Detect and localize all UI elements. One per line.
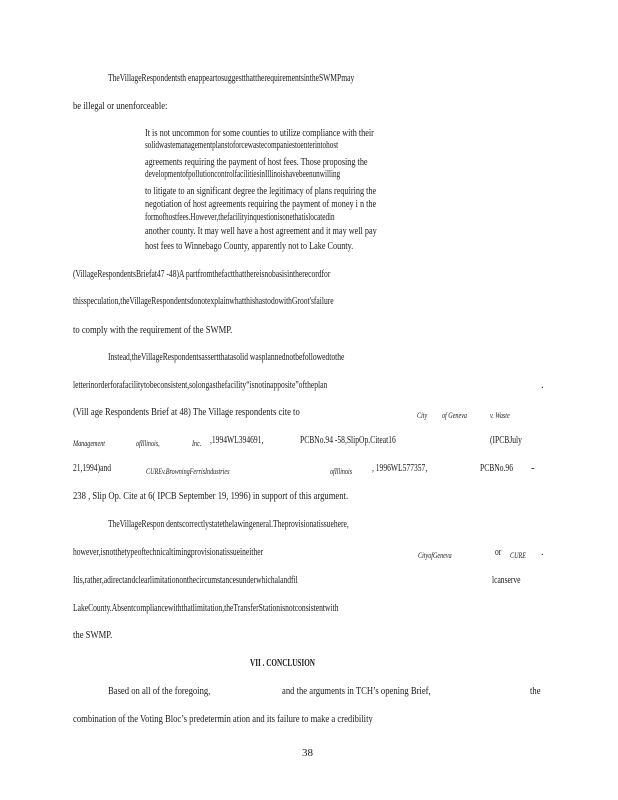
paragraph-4-line-1: Based on all of the foregoing, (108, 686, 211, 697)
paragraph-4-line-2: combination of the Voting Bloc’s predetermin ation and its failure to make a credibility (73, 714, 373, 725)
paragraph-3-line-4: LakeCounty.Absentcompliancewiththatlimitation,theTransferStationisnotconsistentwith (73, 603, 339, 614)
case-name: CityofGeneva (418, 550, 452, 560)
section-heading: VII . CONCLUSION (250, 658, 316, 669)
quote-line: It is not uncommon for some counties to utilize compliance with their (145, 128, 374, 139)
paragraph-3-line-1: TheVillageRespon dentscorrectlystatethelawingeneral.Theprovisionatissuehere, (108, 519, 349, 530)
citation: PCBNo.94 -58,SlipOp.Citeat16 (300, 435, 396, 446)
citation: (IPCBJuly (490, 435, 522, 446)
case-name: Management (73, 438, 105, 448)
quote-line: host fees to Winnebago County, apparently not to Lake County. (145, 241, 354, 252)
paragraph-2-line-1: Instead,theVillageRespondentsassertthatasolid wasplannednotbefollowedtothe (108, 352, 345, 363)
paragraph-2-line-2-end: . (541, 380, 544, 391)
citation: , 1996WL577357, (372, 463, 428, 474)
paragraph-1-line-1: TheVillageRespondentsth enappeartosuggestthattherequirementsintheSWMPmay (108, 73, 355, 84)
quote-line: agreements requiring the payment of host fees. Those proposing the (145, 157, 368, 168)
citation: 21,1994)and (73, 463, 112, 474)
paragraph-3-text: . (541, 547, 544, 558)
case-name: CUREv.BrowningFerrisIndustries (146, 466, 230, 476)
paragraph-3-line-5: the SWMP. (73, 630, 113, 641)
paragraph-2-line-6: 238 , Slip Op. Cite at 6( IPCB September 19, 1996) in support of this argument. (73, 491, 349, 502)
citation: ,1994WL394691, (210, 435, 264, 446)
paragraph-3-line-3: Itis,rather,adirectandclearlimitationonthecircumstancesunderwhichalandfil (73, 575, 298, 586)
paragraph-4-line-1-end: the (530, 686, 541, 697)
paragraph-2-line-2: letterinorderforafacilitytobeconsistent,solongasthefacility“isnotinapposite”oftheplan (73, 380, 328, 391)
citation: - (531, 463, 535, 474)
case-name: CURE (510, 550, 526, 560)
case-name: City (417, 410, 428, 420)
paragraph-1-line-4: thisspeculation,theVillageRespondentsdonotexplainwhatthishastodowithGroot'sfailure (73, 296, 334, 307)
paragraph-3-line-2: however,isnotthetypeoftechnicaltimingprovisionatissueineither (73, 547, 264, 558)
case-name: Inc. (192, 438, 202, 448)
case-name: ofIllinois (330, 466, 353, 476)
case-name: v. Waste (490, 410, 510, 420)
quote-line: developmentofpollutioncontrolfacilitiesinIllinoishavebeenunwilling (145, 169, 341, 180)
paragraph-3-line-3-end: lcanserve (492, 575, 521, 586)
citation: PCBNo.96 (480, 463, 513, 474)
quote-line: another county. It may well have a host agreement and it may well pay (145, 226, 377, 237)
paragraph-1-line-3: (VillageRespondentsBriefat47 -48)A partfromthefactthatthereisnobasisintherecordfor (73, 269, 331, 280)
paragraph-1-line-2: be illegal or unenforceable: (73, 101, 168, 112)
page-number: 38 (302, 747, 313, 759)
quote-line: formofhostfees.However,thefacilityinquestionisonethatislocatedin (145, 212, 335, 223)
paragraph-3-text: or (495, 547, 502, 558)
quote-line: solidwastemanagementplanstoforcewastecompaniestoenterintohost (145, 140, 339, 151)
quote-line: negotiation of host agreements requiring the payment of money i n the (145, 199, 377, 210)
paragraph-4-line-1-mid: and the arguments in TCH’s opening Brief, (282, 686, 431, 697)
quote-line: to litigate to an significant degree the legitimacy of plans requiring the (145, 186, 377, 197)
paragraph-1-line-5: to comply with the requirement of the SWMP. (73, 325, 233, 336)
case-name: of Geneva (442, 410, 467, 420)
paragraph-2-line-3: (Vill age Respondents Brief at 48) The Village respondents cite to (73, 407, 300, 418)
case-name: ofIllinois, (136, 438, 160, 448)
